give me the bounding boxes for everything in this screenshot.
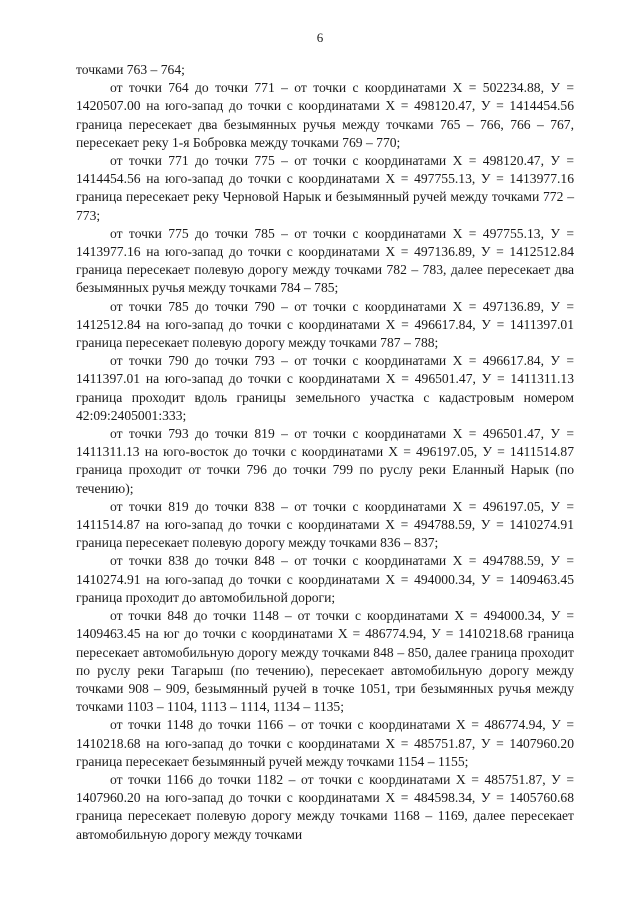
page-number: 6 [316, 30, 324, 45]
paragraph-8: от точки 819 до точки 838 – от точки с координатами Х = 496197.05, У = 1411514.87 на юго-запад до точки с координатами Х = 494788.59, У = 1410274.91 граница пересекает полевую дорогу между точками 836 – 837; [76, 498, 574, 551]
paragraph-9: от точки 838 до точки 848 – от точки с координатами Х = 494788.59, У = 1410274.91 на юго-запад до точки с координатами Х = 494000.34, У = 1409463.45 граница проходит до автомобильной дороги; [76, 553, 574, 605]
paragraph-4: от точки 775 до точки 785 – от точки с координатами Х = 497755.13, У = 1413977.16 на юго-запад до точки с координатами Х = 497136.89, У = 1412512.84 граница пересекает полевую дорогу между точками 782 – 783, далее пересекает два безымянных ручья между точками 784 – 785; [76, 225, 574, 296]
paragraph-12: от точки 1166 до точки 1182 – от точки с координатами Х = 485751.87, У = 1407960.20 на юго-запад до точки с координатами Х = 484598.34, У = 1405760.68 граница пересекает полевую дорогу между точками 1168 – 1169, далее пересекает автомобильную дорогу между точками [76, 771, 574, 842]
paragraph-10: от точки 848 до точки 1148 – от точки с координатами Х = 494000.34, У = 1409463.45 на юг до точки с координатами Х = 486774.94, У = 1410218.68 граница пересекает автомобильную дорогу между точками 848 – 850, далее граница проходит по руслу реки Тагарыш (по течению), пересекает автомобильную дорогу между точками 908 – 909, безымянный ручей в точке 1051, три безымянных ручья между точками 1103 – 1104, 1113 – 1114, 1134 – 1135; [76, 608, 574, 715]
paragraph-1: точками 763 – 764; [76, 62, 185, 77]
document-body [76, 61, 574, 844]
paragraph-5: от точки 785 до точки 790 – от точки с координатами Х = 497136.89, У = 1412512.84 на юго-запад до точки с координатами Х = 496617.84, У = 1411397.01 граница пересекает полевую дорогу между точками 787 – 788; [76, 298, 574, 351]
paragraph-6: от точки 790 до точки 793 – от точки с координатами Х = 496617.84, У = 1411397.01 на юго-запад до точки с координатами Х = 496501.47, У = 1411311.13 граница проходит вдоль границы земельного участка с кадастровым номером 42:09:2405001:333; [76, 353, 574, 423]
paragraph-11: от точки 1148 до точки 1166 – от точки с координатами Х = 486774.94, У = 1410218.68 на юго-запад до точки с координатами Х = 485751.87, У = 1407960.20 граница пересекает безымянный ручей между точками 1154 – 1155; [76, 717, 574, 769]
paragraph-2: от точки 764 до точки 771 – от точки с координатами Х = 502234.88, У = 1420507.00 на юго-запад до точки с координатами Х = 498120.47, У = 1414454.56 граница пересекает два безымянных ручья между точками 765 – 766, 766 – 767, пересекает реку 1-я Бобровка между точками 769 – 770; [76, 80, 574, 150]
paragraph-3: от точки 771 до точки 775 – от точки с координатами Х = 498120.47, У = 1414454.56 на юго-запад до точки с координатами Х = 497755.13, У = 1413977.16 граница пересекает реку Черновой Нарык и безымянный ручей между точками 772 – 773; [76, 153, 574, 223]
paragraph-7: от точки 793 до точки 819 – от точки с координатами Х = 496501.47, У = 1411311.13 на юго-восток до точки с координатами Х = 496197.05, У = 1411514.87 граница проходит от точки 796 до точки 799 по руслу реки Еланный Нарык (по течению); [76, 426, 574, 496]
